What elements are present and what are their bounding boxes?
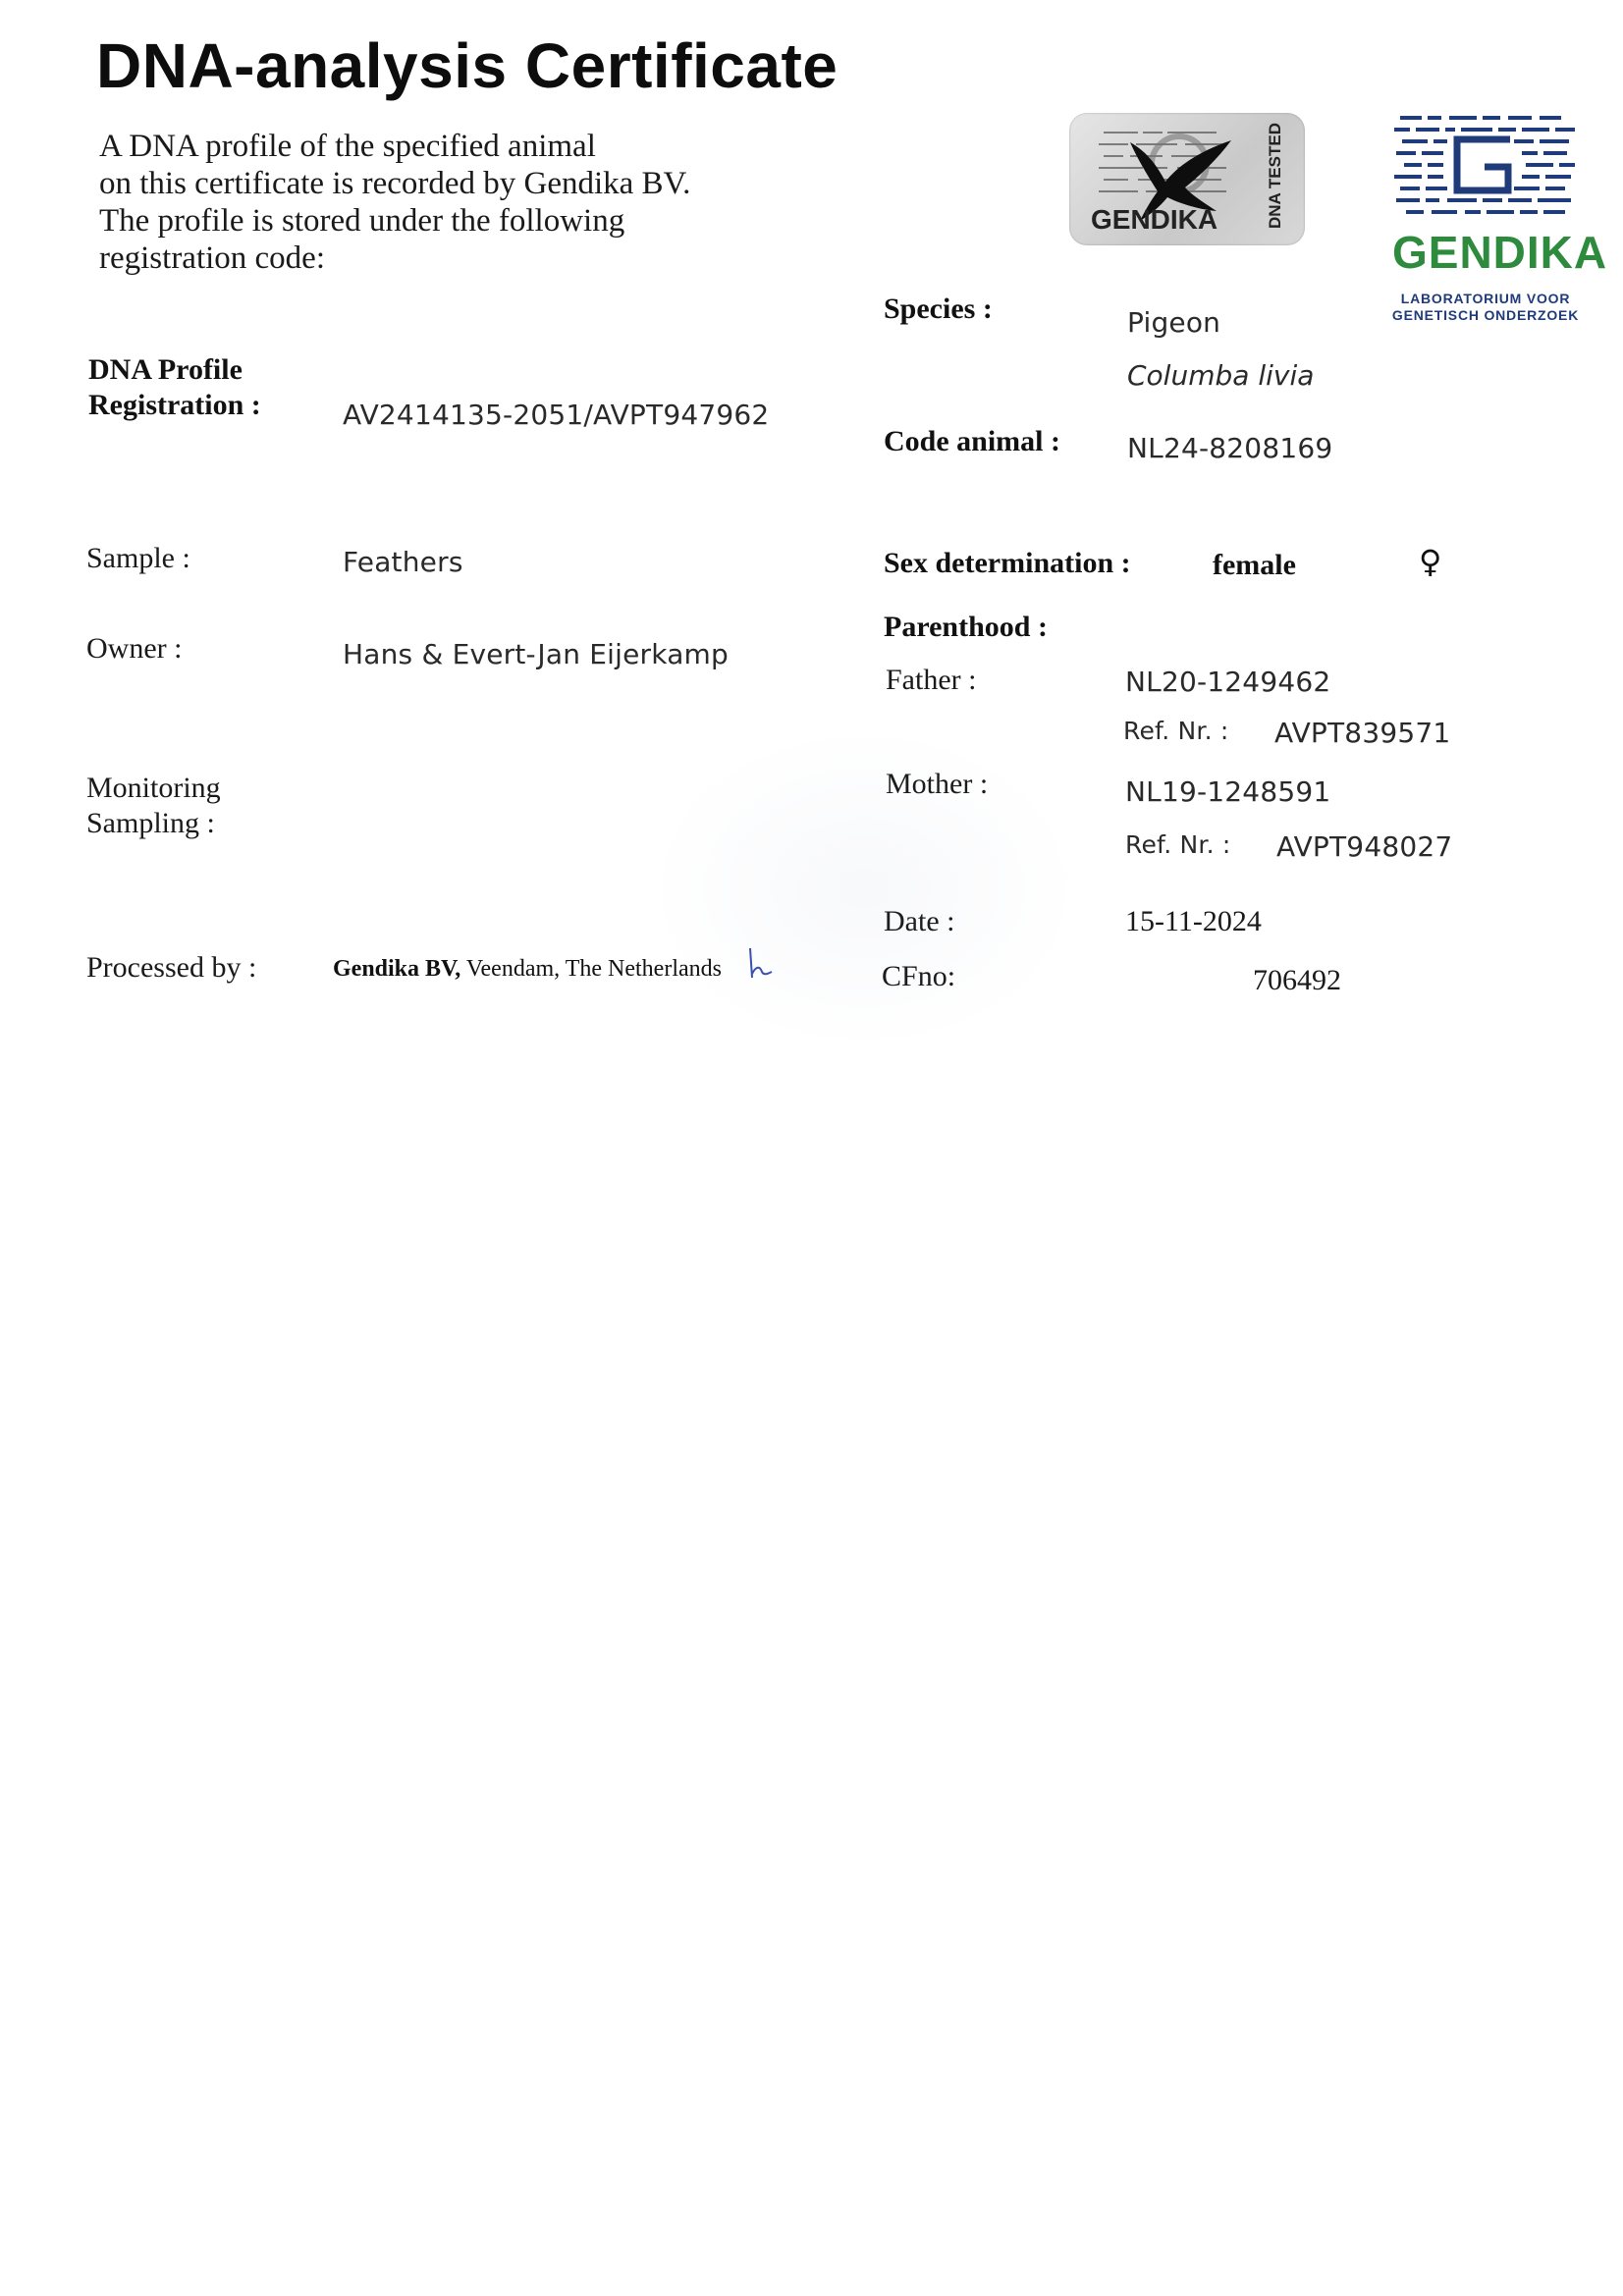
species-value: Pigeon [1127,306,1221,339]
processed-company: Gendika BV, [333,956,461,982]
logo-subtitle-line: GENETISCH ONDERZOEK [1391,307,1580,323]
sample-label: Sample : [86,542,190,574]
processed-location: Veendam, The Netherlands [460,956,722,982]
intro-text [99,128,767,277]
logo-subtitle-line: LABORATORIUM VOOR [1400,291,1571,306]
registration-label: DNA Profile [88,353,243,386]
registration-value: AV2414135-2051/AVPT947962 [343,399,770,431]
code-animal-label: Code animal : [884,425,1060,457]
owner-label: Owner : [86,632,183,665]
mother-label: Mother : [886,768,989,800]
processed-label: Processed by : [86,951,257,984]
code-animal-value: NL24-8208169 [1127,432,1333,464]
sampling-label: Sampling : [86,807,215,839]
dove-icon [1069,113,1305,245]
intro-line: The profile is stored under the following [99,203,625,239]
cfno-value: 706492 [1253,964,1341,996]
cfno-label: CFno: [882,960,956,992]
gendika-logo-name: GENDIKA [1392,227,1608,278]
intro-line: A DNA profile of the specified animal [99,129,596,164]
monitoring-label: Monitoring [86,772,221,804]
owner-value: Hans & Evert-Jan Eijerkamp [343,638,730,670]
badge-tag: DNA TESTED [1266,123,1284,229]
intro-line: on this certificate is recorded by Gendika BV. [99,166,691,201]
species-latin: Columba livia [1127,359,1315,392]
mother-ref-label: Ref. Nr. : [1125,830,1231,859]
mother-value: NL19-1248591 [1125,775,1331,808]
date-value: 15-11-2024 [1125,905,1262,937]
date-label: Date : [884,905,955,937]
gendika-logo-subtitle [1382,291,1589,324]
mother-ref-value: AVPT948027 [1276,830,1453,863]
species-label: Species : [884,293,993,325]
sample-value: Feathers [343,546,463,578]
gendika-logo-icon [1392,110,1579,220]
sex-value: female [1213,549,1296,581]
parenthood-label: Parenthood : [884,611,1048,643]
registration-label-cont: Registration : [88,389,261,421]
watermark-smudge [648,726,1080,1050]
father-ref-value: AVPT839571 [1274,717,1451,749]
sex-label: Sex determination : [884,547,1131,579]
badge-brand: GENDIKA [1091,204,1218,235]
intro-line: registration code: [99,240,326,276]
dna-tested-badge [1069,113,1305,245]
father-ref-label: Ref. Nr. : [1123,717,1229,745]
father-value: NL20-1249462 [1125,666,1331,698]
father-label: Father : [886,664,977,696]
certificate-title: DNA-analysis Certificate [96,30,839,101]
female-symbol-icon: ♀ [1419,543,1442,580]
